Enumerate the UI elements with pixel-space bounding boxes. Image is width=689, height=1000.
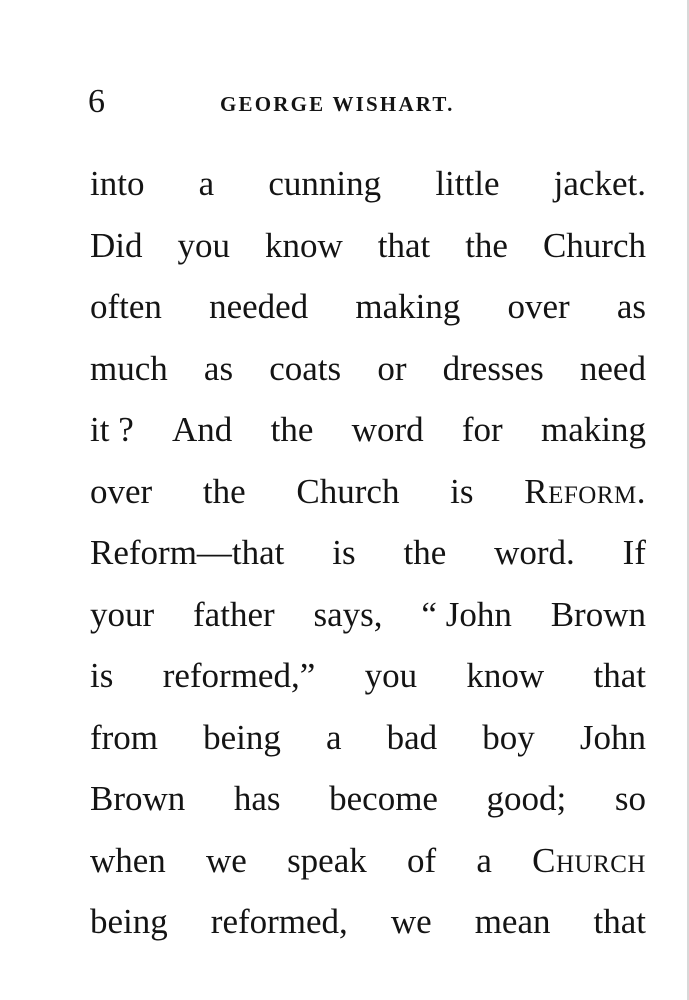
word: reformed,” [162, 656, 316, 695]
word: jacket. [553, 164, 646, 203]
word: little [435, 164, 500, 203]
text-line [90, 522, 646, 584]
page-number: 6 [88, 83, 105, 120]
word: cunning [268, 164, 382, 203]
word: your [90, 594, 155, 634]
word: a [198, 164, 215, 203]
word: into [90, 164, 145, 203]
word: reformed, [210, 902, 348, 941]
word: over [507, 287, 570, 326]
word: speak [287, 840, 367, 880]
word: it ? [90, 410, 134, 449]
body-text [90, 153, 646, 953]
word: a [476, 840, 492, 880]
text-line [90, 153, 646, 215]
word: Reform. [524, 471, 646, 511]
page-header [88, 82, 648, 122]
word: Reform—that [90, 533, 285, 572]
word: that [593, 656, 646, 695]
text-line [90, 891, 646, 953]
word: Church [296, 471, 400, 511]
text-line [90, 276, 646, 338]
word: “ John [421, 594, 512, 634]
text-line [90, 584, 646, 646]
word: says, [313, 594, 383, 634]
text-line [90, 461, 646, 523]
word: when [90, 840, 166, 880]
word: being [203, 717, 281, 757]
word: become [329, 779, 438, 818]
word: And [172, 410, 233, 449]
word: or [377, 348, 407, 388]
word: Church [532, 840, 646, 880]
text-line [90, 707, 646, 769]
text-line [90, 830, 646, 892]
word: know [466, 656, 545, 695]
word: Brown [90, 779, 186, 818]
running-head: GEORGE WISHART. [220, 92, 455, 116]
word: making [355, 287, 461, 326]
text-line [90, 338, 646, 400]
word: Church [542, 225, 646, 265]
word: that [593, 902, 646, 941]
word: being [90, 902, 168, 941]
word: boy [482, 717, 535, 757]
word: much [90, 348, 168, 388]
word: the [270, 410, 314, 449]
word: is [450, 471, 474, 511]
word: word. [494, 533, 575, 572]
word: often [90, 287, 162, 326]
word: know [264, 225, 343, 265]
word: has [233, 779, 281, 818]
word: you [177, 225, 230, 265]
word: father [193, 594, 275, 634]
word: Brown [550, 594, 646, 634]
text-line [90, 399, 646, 461]
word: of [406, 840, 437, 880]
word: making [541, 410, 646, 449]
word: the [465, 225, 508, 265]
text-line [90, 645, 646, 707]
word: word [351, 410, 424, 449]
word: dresses [442, 348, 544, 388]
text-line [90, 215, 646, 277]
word: so [614, 779, 646, 818]
word: over [90, 471, 153, 511]
word: coats [269, 348, 342, 388]
word: is [332, 533, 356, 572]
word: John [579, 717, 646, 757]
word: bad [386, 717, 438, 757]
word: we [206, 840, 247, 880]
word: good; [486, 779, 567, 818]
word: needed [209, 287, 309, 326]
word: If [622, 533, 646, 572]
word: is [90, 656, 114, 695]
word: the [202, 471, 246, 511]
word: as [203, 348, 234, 388]
word: that [377, 225, 431, 265]
word: you [364, 656, 418, 695]
word: as [616, 287, 646, 326]
word: mean [474, 902, 551, 941]
word: from [90, 717, 159, 757]
word: the [403, 533, 447, 572]
word: a [326, 717, 342, 757]
word: need [579, 348, 646, 388]
word: Did [90, 225, 143, 265]
text-line [90, 768, 646, 830]
word: we [390, 902, 432, 941]
word: for [461, 410, 503, 449]
